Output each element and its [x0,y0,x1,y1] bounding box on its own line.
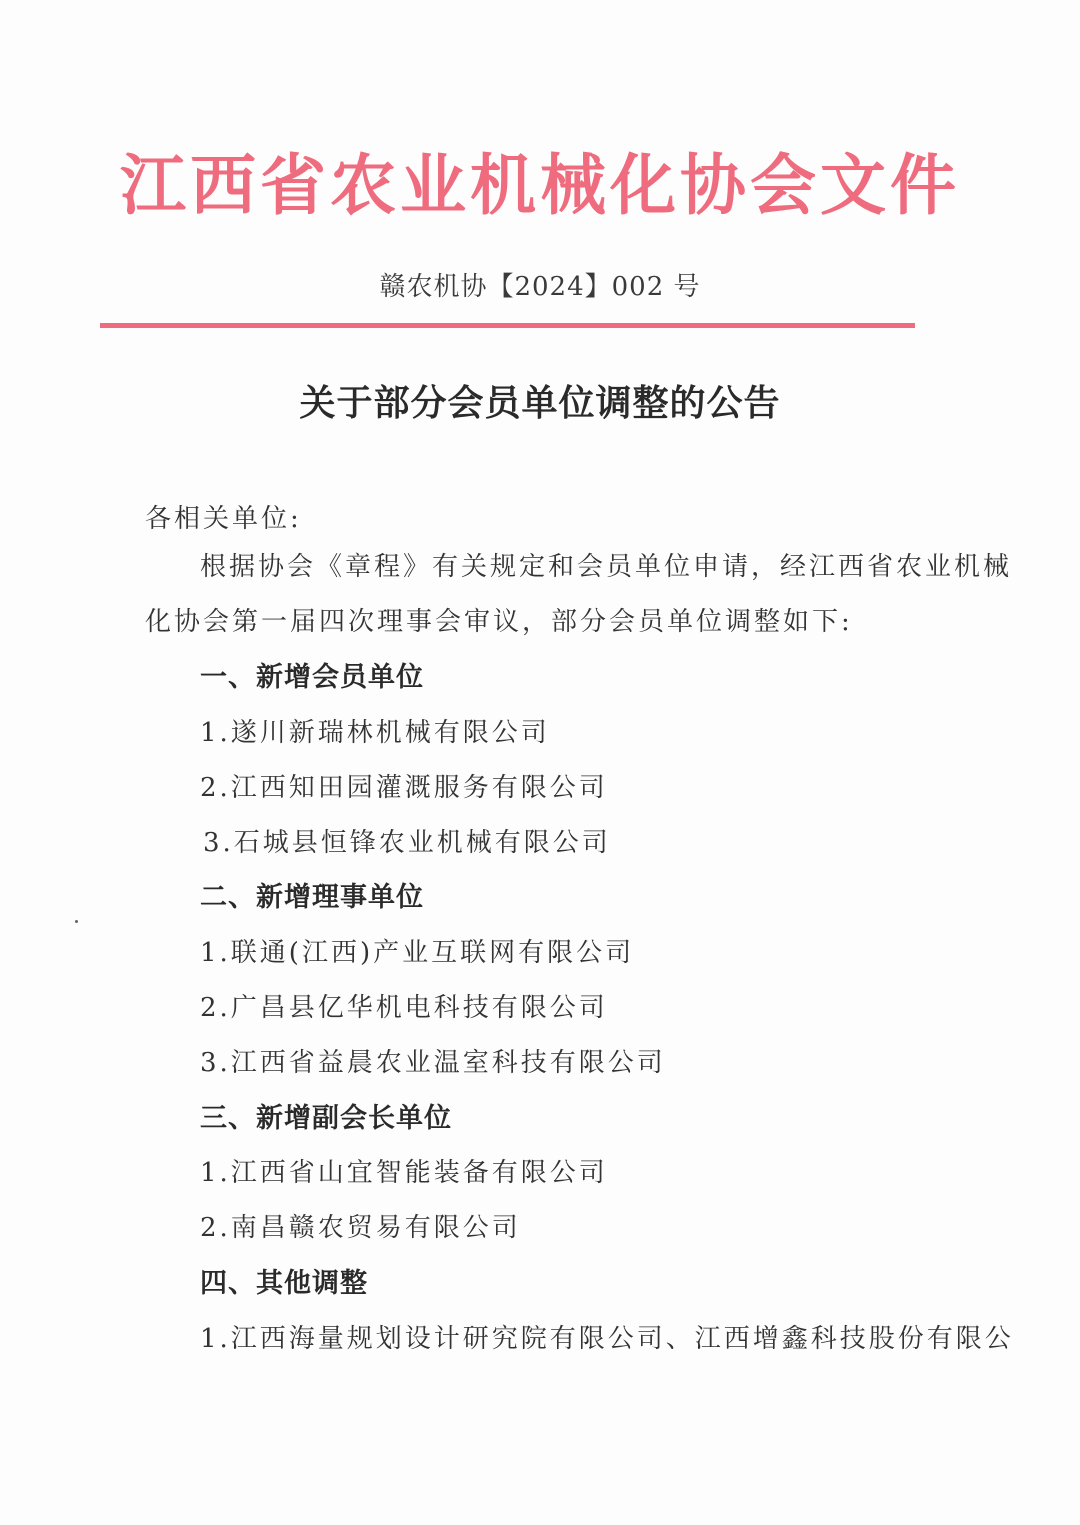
list-item: 3.江西省益晨农业温室科技有限公司 [200,1048,666,1078]
list-item: 2.南昌赣农贸易有限公司 [200,1213,521,1243]
scan-speck [75,920,78,923]
intro-paragraph-line-1: 根据协会《章程》有关规定和会员单位申请，经江西省农业机械 [200,552,1013,582]
document-number: 赣农机协【2024】002 号 [379,272,701,302]
list-item: 2.广昌县亿华机电科技有限公司 [200,993,608,1023]
header-divider-rule [100,323,915,328]
list-item: 1.联通(江西)产业互联网有限公司 [200,938,635,968]
list-item: 3.石城县恒锋农业机械有限公司 [203,828,611,858]
intro-paragraph-line-2: 化协会第一届四次理事会审议，部分会员单位调整如下: [145,607,853,637]
section-heading-new-members: 一、新增会员单位 [200,662,424,693]
notice-title: 关于部分会员单位调整的公告 [299,382,781,424]
section-heading-other-adjustments: 四、其他调整 [200,1268,368,1299]
salutation: 各相关单位: [145,504,302,534]
list-item: 2.江西知田园灌溉服务有限公司 [200,773,608,803]
section-heading-new-vice-presidents: 三、新增副会长单位 [200,1103,452,1134]
list-item: 1.江西海量规划设计研究院有限公司、江西增鑫科技股份有限公 [200,1324,1014,1354]
document-header-title: 江西省农业机械化协会文件 [120,146,960,224]
list-item: 1.遂川新瑞林机械有限公司 [200,718,550,748]
section-heading-new-directors: 二、新增理事单位 [200,882,424,913]
list-item: 1.江西省山宜智能装备有限公司 [200,1158,608,1188]
